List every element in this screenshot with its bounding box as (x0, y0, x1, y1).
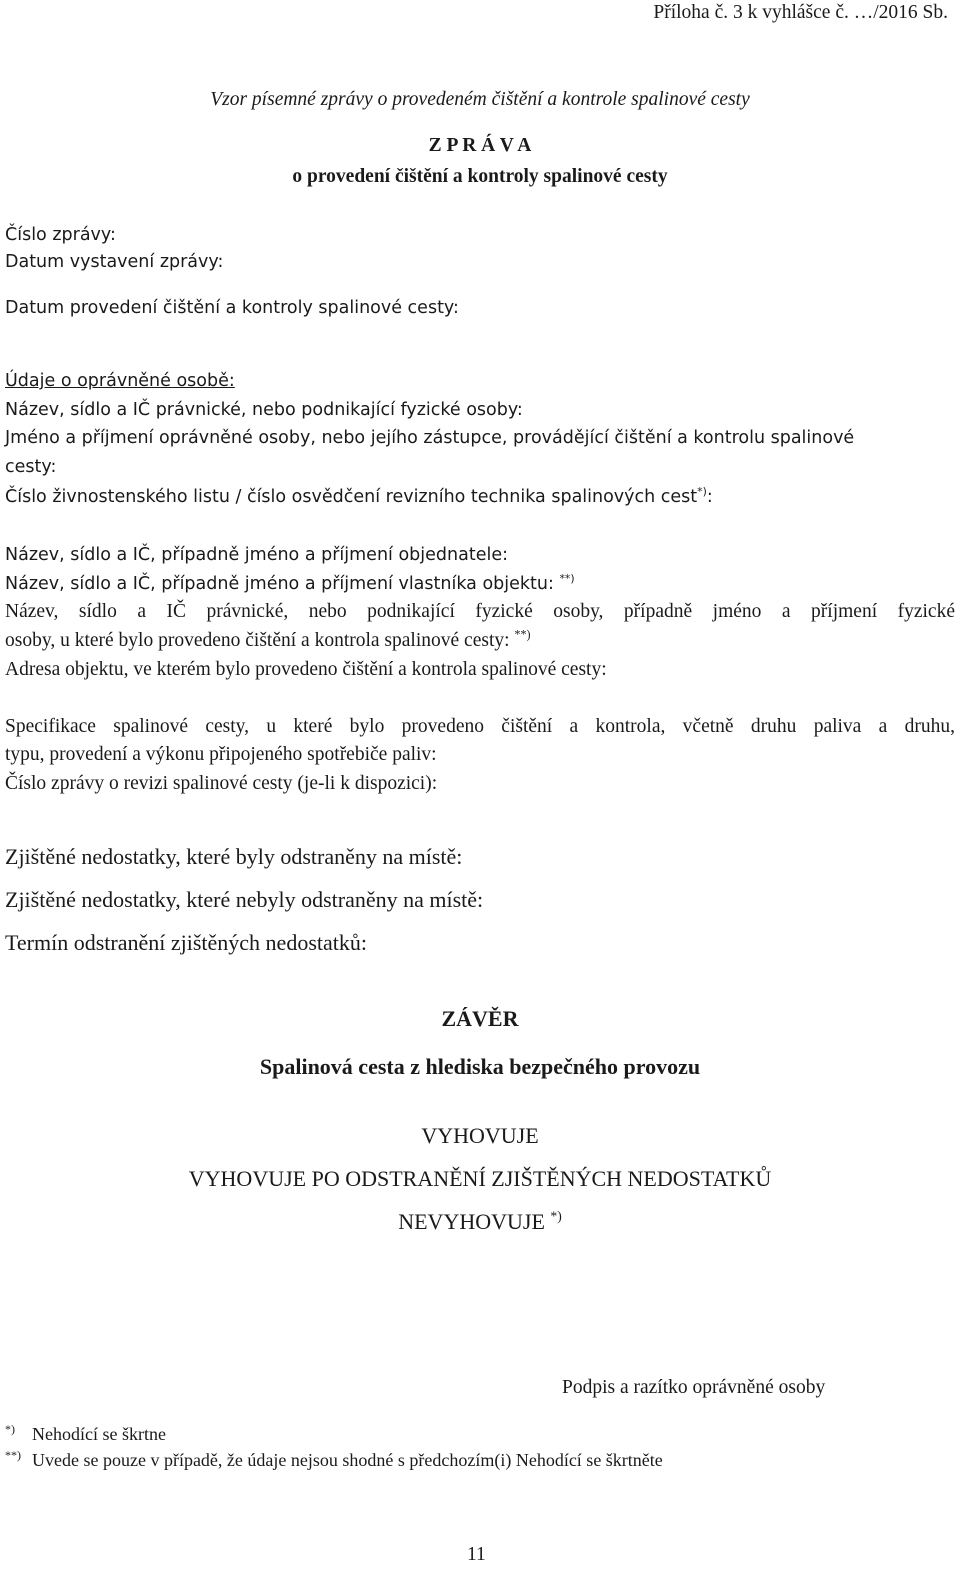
footnote-2 (5, 1448, 663, 1471)
defects-removed-label: Zjištěné nedostatky, které byly odstraněny na místě: (5, 844, 463, 869)
license-text: Číslo živnostenského listu / číslo osvědčení revizního technika spalinových cest (5, 487, 698, 507)
report-number-label: Číslo zprávy: (5, 225, 116, 245)
cleaning-date-label: Datum provedení čištění a kontroly spalinové cesty: (5, 298, 459, 318)
specification-label-line2: typu, provedení a výkonu připojeného spotřebiče paliv: (5, 744, 437, 765)
conclusion-option-pass-after-fix: VYHOVUJE PO ODSTRANĚNÍ ZJIŠTĚNÝCH NEDOSTATKŮ (188, 1166, 772, 1191)
license-colon: : (706, 487, 713, 507)
form-subtitle: Vzor písemné zprávy o provedeném čištění a kontrole spalinové cesty (210, 89, 750, 110)
authorized-person-heading: Údaje o oprávněné osobě: (5, 371, 235, 391)
footnote-1 (5, 1422, 166, 1445)
conclusion-option-fail-text: NEVYHOVUJE (398, 1209, 545, 1234)
customer-label: Název, sídlo a IČ, případně jméno a příjmení objednatele: (5, 545, 508, 565)
defects-not-removed-label: Zjištěné nedostatky, které nebyly odstraněny na místě: (5, 887, 484, 912)
footnote-1-text: Nehodící se škrtne (32, 1424, 166, 1444)
license-footnote-mark: *) (697, 485, 707, 499)
footnote-1-mark: *) (5, 1422, 15, 1436)
issue-date-label: Datum vystavení zprávy: (5, 252, 224, 272)
conclusion-subheading: Spalinová cesta z hlediska bezpečného provozu (259, 1054, 701, 1079)
authorized-entity-label: Název, sídlo a IČ právnické, nebo podnikající fyzické osoby: (5, 400, 523, 420)
authorized-person-label-line1: Jméno a příjmení oprávněné osoby, nebo jejího zástupce, provádějící čištění a kontrolu spalinové (5, 428, 855, 448)
operator-label-line2 (5, 627, 531, 652)
page-number: 11 (467, 1544, 486, 1565)
report-title: Z P R Á V A (428, 135, 532, 156)
footnote-2-mark: **) (5, 1448, 21, 1462)
authorized-person-label-line2: cesty: (5, 457, 57, 477)
operator-label-line1: Název, sídlo a IČ právnické, nebo podnikající fyzické osoby, případně jméno a příjmení fyzické (5, 601, 955, 622)
revision-report-label: Číslo zprávy o revizi spalinové cesty (je-li k dispozici): (5, 773, 438, 794)
owner-text: Název, sídlo a IČ, případně jméno a příjmení vlastníka objektu: (5, 574, 554, 594)
conclusion-heading: ZÁVĚR (441, 1006, 519, 1031)
conclusion-option-pass: VYHOVUJE (421, 1123, 539, 1148)
conclusion-footnote-mark: *) (550, 1208, 562, 1224)
footnote-2-text: Uvede se pouze v případě, že údaje nejsou shodné s předchozím(i) Nehodící se škrtněte (32, 1450, 663, 1470)
attachment-header: Příloha č. 3 k vyhlášce č. …/2016 Sb. (653, 2, 948, 23)
owner-footnote-mark: **) (559, 572, 575, 586)
operator-text: osoby, u které bylo provedeno čištění a kontrola spalinové cesty: (5, 630, 510, 651)
specification-label-line1: Specifikace spalinové cesty, u které bylo provedeno čištění a kontrola, včetně druhu paliva a druhu, (5, 716, 955, 737)
conclusion-option-fail (0, 1209, 960, 1235)
report-subtitle: o provedení čištění a kontroly spalinové cesty (292, 166, 668, 187)
defects-deadline-label: Termín odstranění zjištěných nedostatků: (5, 930, 367, 955)
license-number-label (5, 487, 713, 507)
operator-footnote-mark: **) (514, 627, 531, 642)
owner-label (5, 574, 575, 594)
object-address-label: Adresa objektu, ve kterém bylo provedeno čištění a kontrola spalinové cesty: (5, 659, 607, 680)
signature-label: Podpis a razítko oprávněné osoby (562, 1377, 826, 1398)
